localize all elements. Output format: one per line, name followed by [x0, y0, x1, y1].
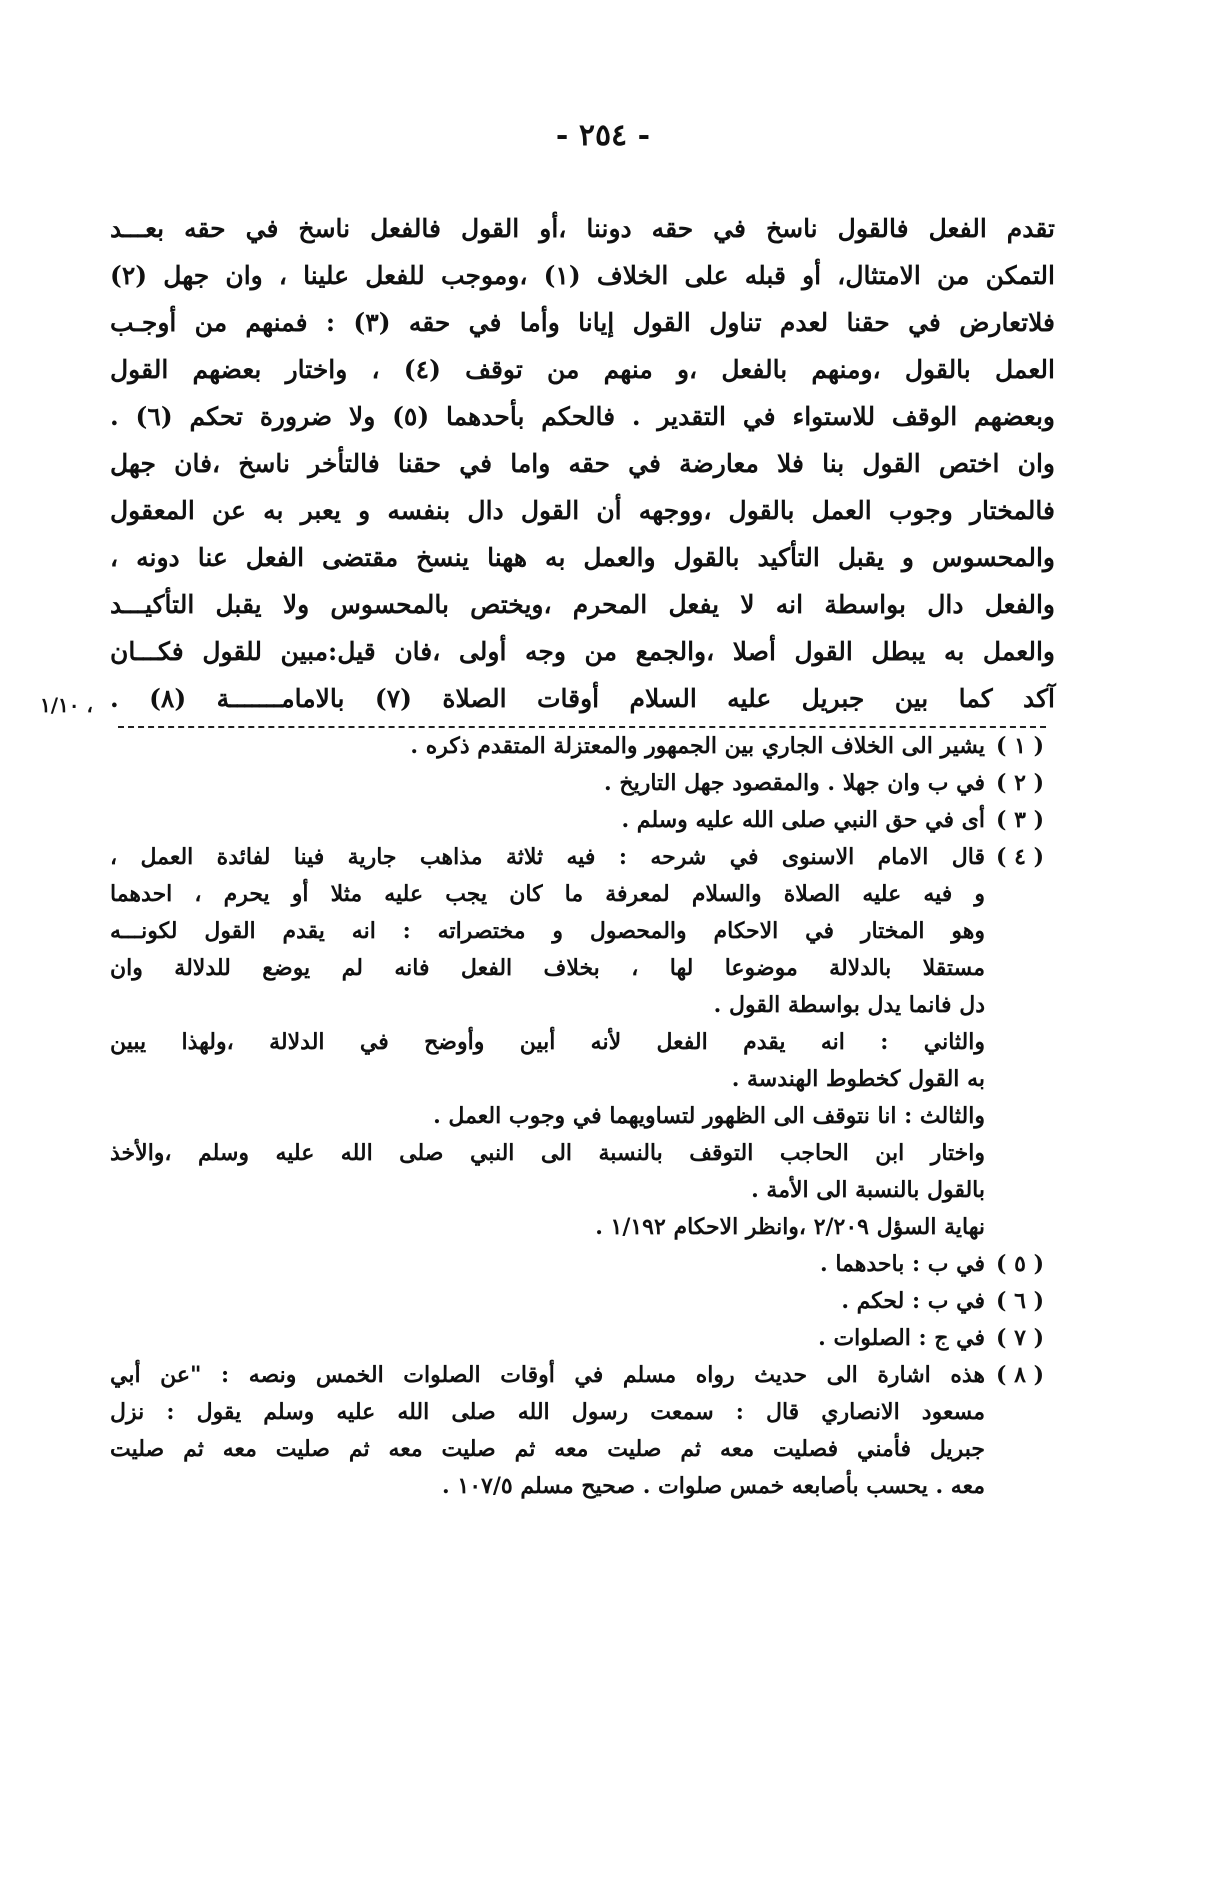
text-line: فلاتعارض في حقنا لعدم تناول القول إيانا وأما في حقه (٣) : فمنهم من أوجـب	[110, 308, 1055, 337]
footnote-line: دل فانما يدل بواسطة القول .	[713, 992, 985, 1018]
text-line: وان اختص القول بنا فلا معارضة في حقه واما في حقنا فالتأخر ناسخ ،فان جهل	[110, 449, 1055, 478]
footnote-line: في ب : باحدهما .	[820, 1251, 985, 1277]
footnote-3	[110, 802, 1055, 839]
footnote-7	[110, 1320, 1055, 1357]
footnote-line: بالقول بالنسبة الى الأمة .	[751, 1177, 985, 1203]
footnote-number: ( ١ )	[996, 733, 1044, 759]
footnotes	[110, 728, 1055, 1505]
footnote-number: ( ٧ )	[996, 1325, 1044, 1351]
footnote-text	[110, 1357, 985, 1505]
footnote-text	[110, 728, 985, 765]
footnote-line: أى في حق النبي صلى الله عليه وسلم .	[621, 807, 985, 833]
footnote-line: معه . يحسب بأصابعه خمس صلوات . صحيح مسلم ١٠٧/٥ .	[442, 1473, 985, 1499]
footnote-line: قال الامام الاسنوى في شرحه : فيه ثلاثة مذاهب جارية فينا لفائدة العمل ،	[110, 844, 985, 870]
text-line: والفعل دال بواسطة انه لا يفعل المحرم ،ويختص بالمحسوس ولا يقبل التأكيـــد	[110, 590, 1055, 619]
footnote-text	[110, 1320, 985, 1357]
text-line: والعمل به يبطل القول أصلا ،والجمع من وجه أولى ،فان قيل:مبين للقول فكـــان	[110, 637, 1055, 666]
footnote-line: في ب : لحكم .	[841, 1288, 985, 1314]
main-text	[110, 205, 1055, 722]
footnote-1	[110, 728, 1055, 765]
footnote-number: ( ٤ )	[996, 844, 1044, 870]
footnote-text	[110, 1283, 985, 1320]
footnote-text	[110, 1246, 985, 1283]
footnote-line: به القول كخطوط الهندسة .	[731, 1066, 985, 1092]
footnote-number: ( ٦ )	[996, 1288, 1044, 1314]
text-line: والمحسوس و يقبل التأكيد بالقول والعمل به ههنا ينسخ مقتضى الفعل عنا دونه ،	[110, 543, 1055, 572]
footnote-6	[110, 1283, 1055, 1320]
footnote-line: واختار ابن الحاجب التوقف بالنسبة الى النبي صلى الله عليه وسلم ،والأخذ	[110, 1140, 985, 1166]
footnote-text	[110, 839, 985, 1246]
page-number: - ٢٥٤ -	[555, 118, 651, 153]
footnote-line: والثالث : انا نتوقف الى الظهور لتساويهما في وجوب العمل .	[433, 1103, 985, 1129]
footnote-line: جبريل فأمني فصليت معه ثم صليت معه ثم صليت معه ثم صليت معه ثم صليت	[110, 1436, 985, 1462]
footnote-number: ( ٥ )	[996, 1251, 1044, 1277]
footnote-8	[110, 1357, 1055, 1505]
footnote-2	[110, 765, 1055, 802]
footnote-number: ( ٨ )	[996, 1362, 1044, 1388]
footnote-line: نهاية السؤل ٢/٢٠٩ ،وانظر الاحكام ١/١٩٢ .	[595, 1214, 985, 1240]
footnote-line: والثاني : انه يقدم الفعل لأنه أبين وأوضح في الدلالة ،ولهذا يبين	[110, 1029, 985, 1055]
footnote-line: و فيه عليه الصلاة والسلام لمعرفة ما كان يجب عليه مثلا أو يحرم ، احدهما	[110, 881, 985, 907]
text-line: التمكن من الامتثال، أو قبله على الخلاف (١) ،وموجب للفعل علينا ، وان جهل (٢)	[110, 261, 1055, 290]
footnote-line: يشير الى الخلاف الجاري بين الجمهور والمعتزلة المتقدم ذكره .	[410, 733, 985, 759]
footnote-line: في ج : الصلوات .	[818, 1325, 985, 1351]
text-line: آكد كما بين جبريل عليه السلام أوقات الصلاة (٧) بالامامـــــــة (٨) .	[110, 684, 1055, 713]
footnote-text	[110, 802, 985, 839]
footnote-4	[110, 839, 1055, 1246]
footnote-line: هذه اشارة الى حديث رواه مسلم في أوقات الصلوات الخمس ونصه : "عن أبي	[110, 1362, 985, 1388]
footnote-text	[110, 765, 985, 802]
margin-note: ١/١٠ ،	[40, 693, 93, 717]
footnote-line: مستقلا بالدلالة موضوعا لها ، بخلاف الفعل فانه لم يوضع للدلالة وان	[110, 955, 985, 981]
text-line: العمل بالقول ،ومنهم بالفعل ،و منهم من توقف (٤) ، واختار بعضهم القول	[110, 355, 1055, 384]
text-line: وبعضهم الوقف للاستواء في التقدير . فالحكم بأحدهما (٥) ولا ضرورة تحكم (٦) .	[110, 402, 1055, 431]
footnote-line: في ب وان جهلا . والمقصود جهل التاريخ .	[604, 770, 985, 796]
footnote-line: وهو المختار في الاحكام والمحصول و مختصراته : انه يقدم القول لكونـــه	[110, 918, 985, 944]
footnote-number: ( ٢ )	[996, 770, 1044, 796]
text-line: تقدم الفعل فالقول ناسخ في حقه دوننا ،أو القول فالفعل ناسخ في حقه بعـــد	[110, 214, 1055, 243]
footnote-number: ( ٣ )	[996, 807, 1044, 833]
footnote-line: مسعود الانصاري قال : سمعت رسول الله صلى الله عليه وسلم يقول : نزل	[110, 1399, 985, 1425]
text-line: فالمختار وجوب العمل بالقول ،ووجهه أن القول دال بنفسه و يعبر به عن المعقول	[110, 496, 1055, 525]
footnote-5	[110, 1246, 1055, 1283]
